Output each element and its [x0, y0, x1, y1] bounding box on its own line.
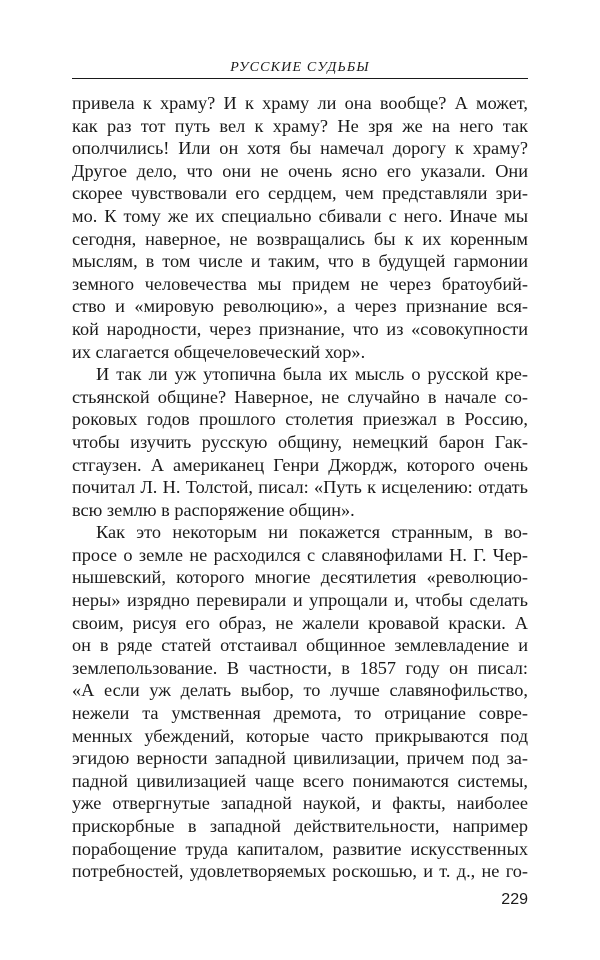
text-line: эгидою верности западной цивилизации, причем под за-: [72, 748, 528, 769]
text-line: И так ли уж утопична была их мысль о русской кре-: [96, 364, 528, 385]
text-line: сегодня, наверное, не возвращались бы к их коренным: [72, 228, 528, 249]
text-line: кой народности, через признание, что из «совокупности: [72, 318, 528, 339]
text-line: мыслям, в том числе и таким, что в будущей гармонии: [72, 251, 528, 272]
header-rule: [72, 78, 528, 79]
text-line: падной цивилизацией чаще всего понимаются системы,: [72, 770, 528, 791]
text-line: чтобы изучить русскую общину, немецкий барон Гак-: [72, 431, 528, 452]
text-line: стгаузен. А американец Генри Джордж, которого очень: [72, 454, 528, 475]
text-line: порабощение труда капиталом, развитие искусственных: [72, 838, 528, 859]
text-line: нышевский, которого многие десятилетия «революцио-: [72, 567, 528, 588]
text-line: Как это некоторым ни покажется странным, в во-: [96, 522, 528, 543]
text-line: «А если уж делать выбор, то лучше славянофильство,: [72, 680, 528, 701]
text-line: Другое дело, что они не очень ясно его указали. Они: [72, 160, 528, 181]
text-line: ство и «мировую революцию», а через признание вся-: [72, 296, 528, 317]
text-line: просе о земле не расходился с славянофилами Н. Г. Чер-: [72, 544, 528, 565]
text-line: он в ряде статей отстаивал общинное землевладение и: [72, 635, 528, 656]
text-line: нежели та умственная дремота, то отрицание совре-: [72, 703, 528, 724]
running-head-title: РУССКИЕ СУДЬБЫ: [230, 60, 370, 75]
text-line: стьянской общине? Наверное, не случайно в начале со-: [72, 386, 528, 407]
text-line: ополчились! Или он хотя бы намечал дорогу к храму?: [72, 138, 528, 159]
text-line: неры» изрядно перевирали и упрощали и, чтобы сделать: [72, 590, 528, 611]
text-line: мо. К тому же их специально сбивали с него. Иначе мы: [72, 205, 528, 226]
body-text: [72, 92, 528, 883]
text-line: их слагается общечеловеческий хор».: [72, 341, 366, 362]
text-line: прискорбные в западной действительности, например: [72, 816, 528, 836]
text-line: роковых годов прошлого столетия приезжал в Россию,: [72, 409, 528, 430]
text-line: как раз тот путь вел к храму? Не зря же на него так: [72, 115, 528, 136]
text-line: менных убеждений, которые часто прикрываются под: [72, 725, 528, 746]
text-line: потребностей, удовлетворяемых роскошью, и т. д., не го-: [72, 861, 528, 882]
text-line: привела к храму? И к храму ли она вообще? А может,: [72, 93, 528, 113]
text-line: скорее чувствовали его сердцем, чем представляли зри-: [72, 183, 528, 204]
page-number: 229: [501, 891, 528, 908]
text-line: почитал Л. Н. Толстой, писал: «Путь к исцелению: отдать: [72, 477, 528, 498]
text-line: землепользование. В частности, в 1857 году он писал:: [72, 657, 528, 678]
text-line: уже отвергнутые западной наукой, и факты, наиболее: [72, 793, 528, 814]
text-line: земного человечества мы придем не через братоубий-: [72, 273, 528, 294]
text-line: всю землю в распоряжение общин».: [72, 499, 355, 520]
text-line: своим, рисуя его образ, не жалели кровавой краски. А: [72, 612, 528, 633]
